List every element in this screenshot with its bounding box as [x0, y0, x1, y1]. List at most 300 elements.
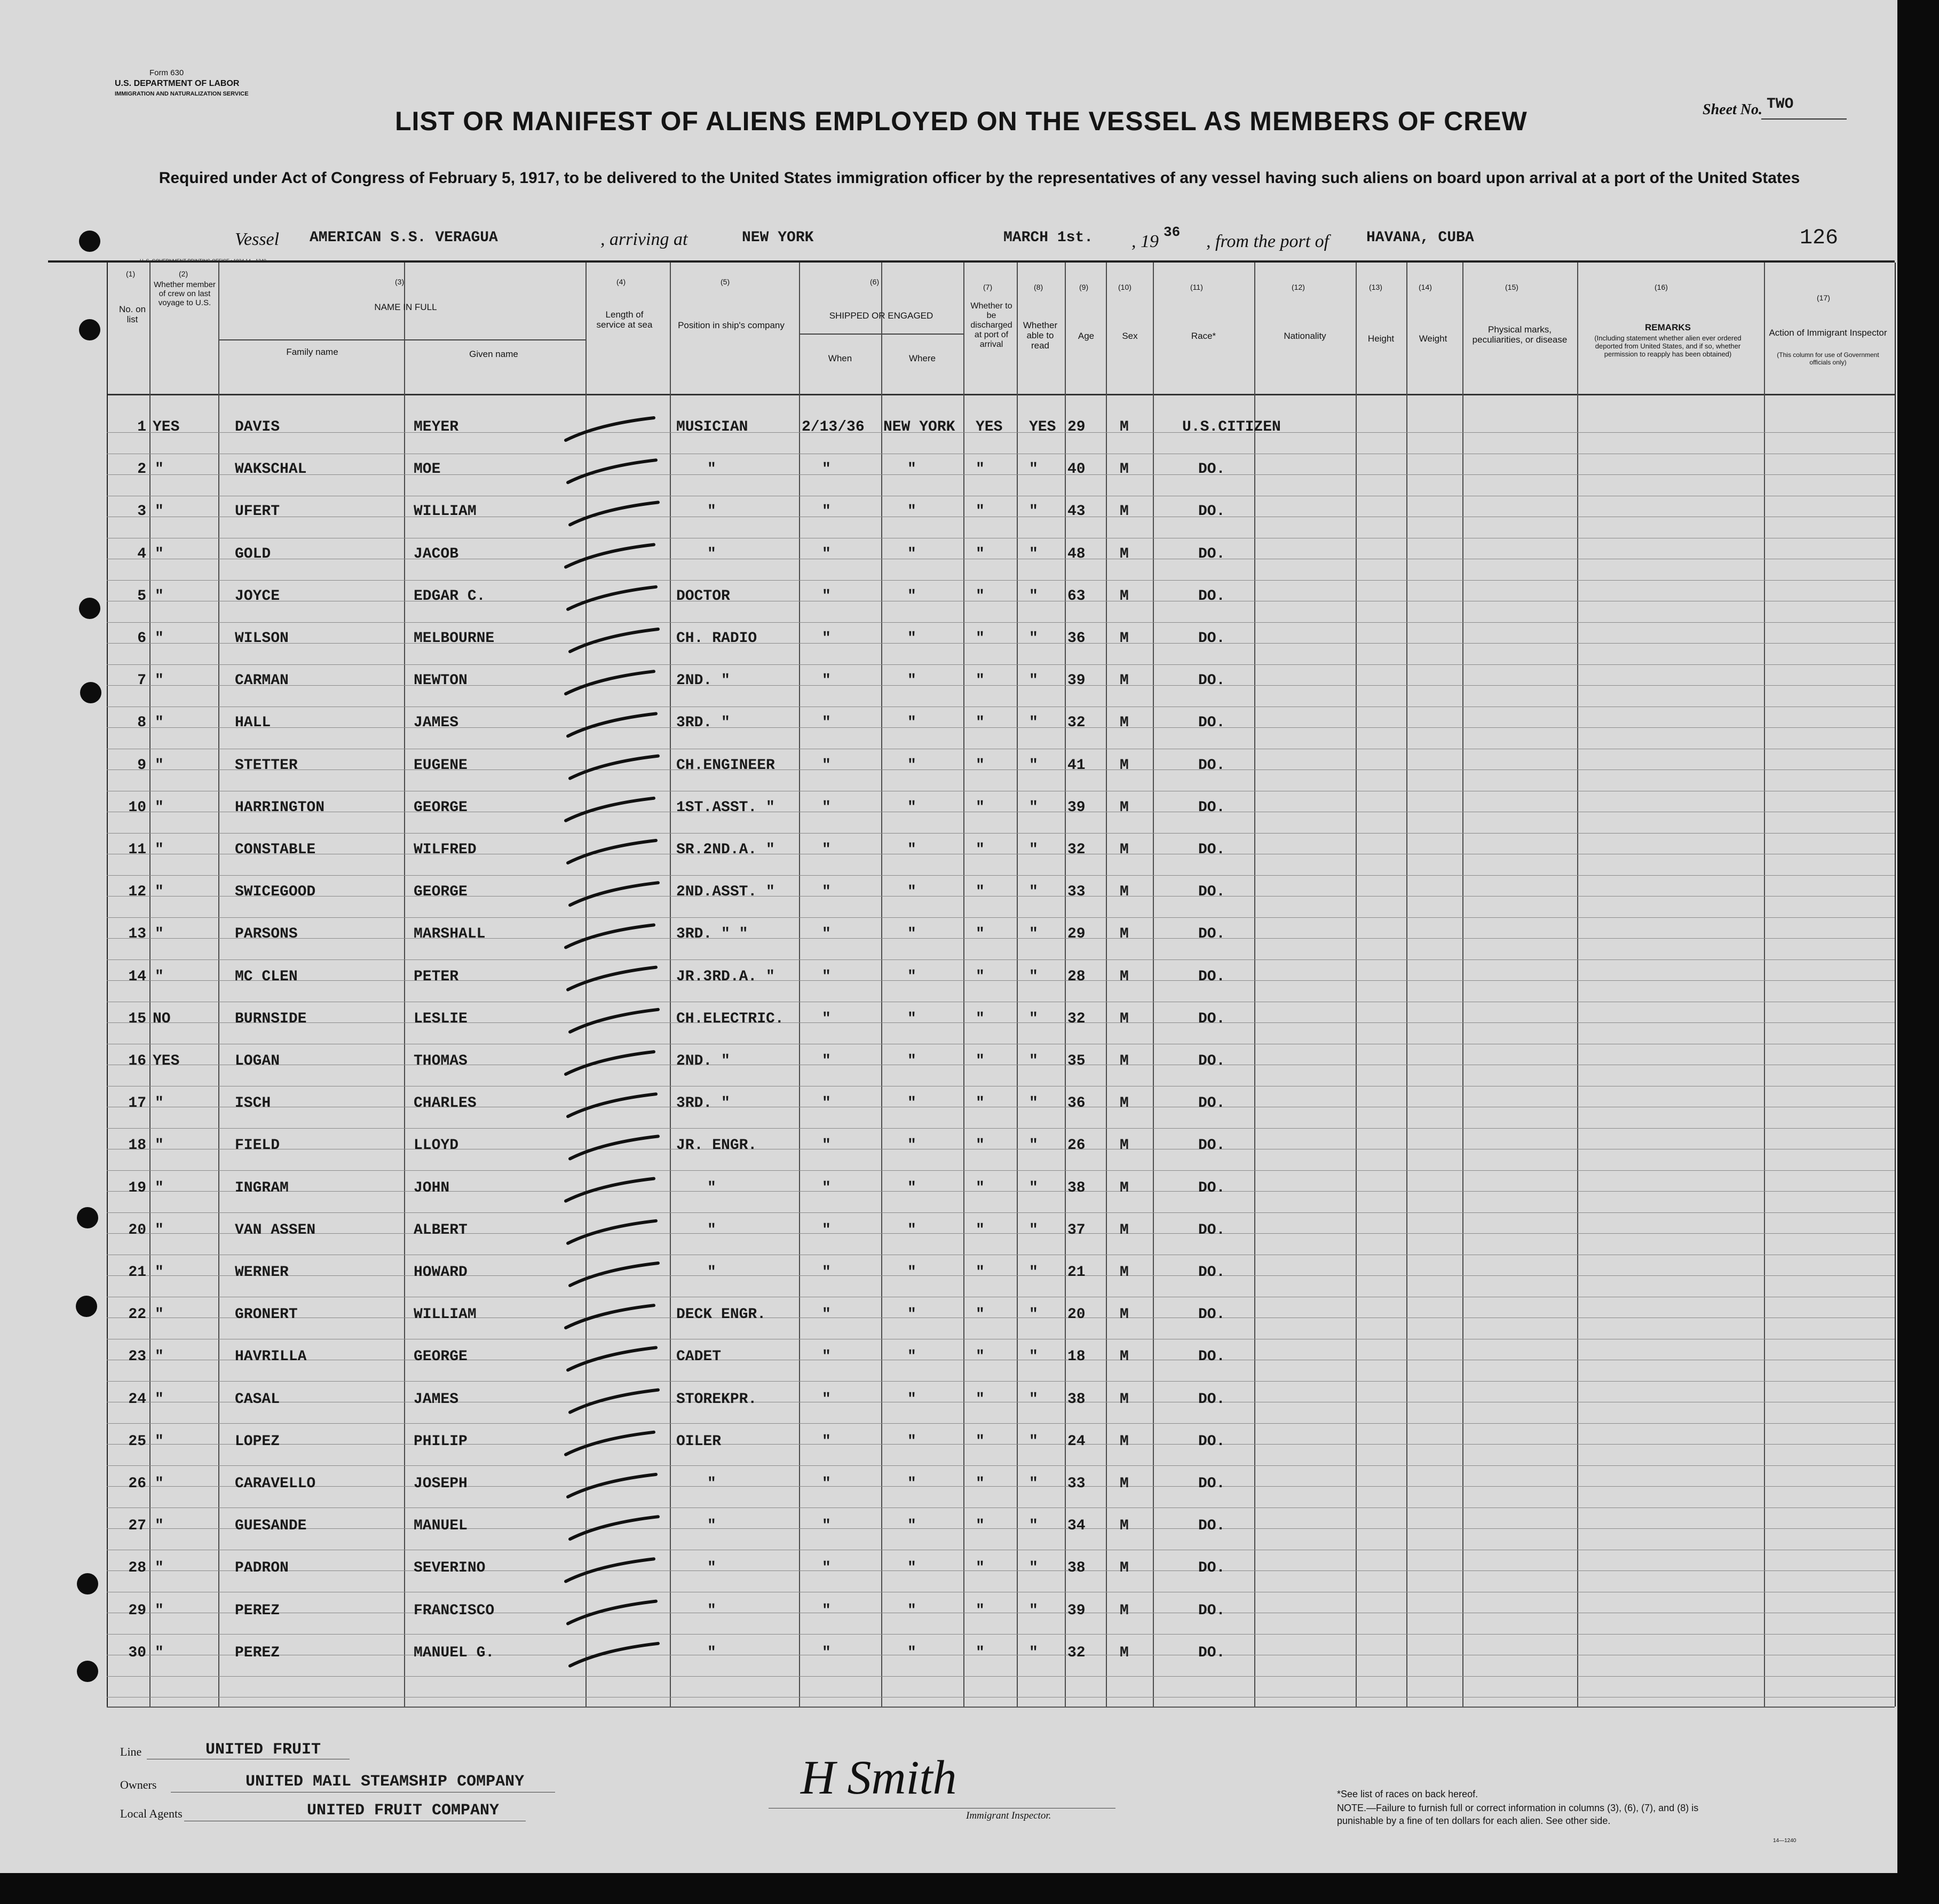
- shipped-where: ": [907, 799, 916, 816]
- row-number: 28: [128, 1560, 146, 1577]
- col2-header: Whether member of crew on last voyage to U.S.: [154, 280, 216, 307]
- shipped-where: ": [907, 884, 916, 901]
- able-to-read: ": [1029, 757, 1038, 774]
- shipped-where: ": [907, 1475, 916, 1492]
- col1-header: No. on list: [118, 304, 146, 324]
- service-length-stroke: [566, 418, 654, 440]
- column-rule: [670, 263, 671, 1707]
- to-be-discharged: ": [976, 1518, 985, 1535]
- given-name: THOMAS: [414, 1053, 468, 1069]
- sex: M: [1120, 1644, 1129, 1661]
- row-number: 5: [137, 588, 146, 605]
- race: DO.: [1198, 1391, 1225, 1408]
- service-length-stroke: [568, 1347, 656, 1370]
- crew-last-voyage: ": [155, 1348, 164, 1366]
- age: 24: [1067, 1433, 1086, 1450]
- race: DO.: [1198, 1306, 1225, 1323]
- position: 1ST.ASST. ": [676, 799, 775, 816]
- row-rule: [107, 980, 1895, 981]
- shipped-when: ": [822, 1306, 831, 1323]
- family-name: JOYCE: [235, 588, 280, 605]
- row-number: 11: [128, 842, 146, 858]
- given-name: MANUEL G.: [414, 1644, 495, 1661]
- row-number: 29: [128, 1602, 146, 1619]
- family-name: DAVIS: [235, 419, 280, 435]
- service-length-stroke: [570, 1010, 658, 1032]
- row-rule: [107, 622, 1895, 623]
- given-name: SEVERINO: [414, 1560, 486, 1577]
- shipped-when: ": [822, 1391, 831, 1408]
- family-name: CARMAN: [235, 672, 289, 689]
- given-name: MARSHALL: [414, 926, 486, 943]
- race: DO.: [1198, 1475, 1225, 1492]
- col13-num: (13): [1369, 283, 1382, 291]
- row-number: 23: [128, 1348, 146, 1366]
- given-name: LLOYD: [414, 1137, 459, 1154]
- row-number: 1: [137, 419, 146, 435]
- given-name: JACOB: [414, 545, 459, 562]
- page-title: LIST OR MANIFEST OF ALIENS EMPLOYED ON THE VESSEL AS MEMBERS OF CREW: [395, 106, 1528, 136]
- crew-last-voyage: ": [155, 884, 164, 901]
- family-name: BURNSIDE: [235, 1010, 307, 1027]
- able-to-read: YES: [1029, 419, 1056, 435]
- age: 48: [1067, 545, 1086, 562]
- to-be-discharged: ": [976, 884, 985, 901]
- to-be-discharged: ": [976, 1095, 985, 1112]
- service-length-stroke: [568, 1094, 656, 1116]
- age: 37: [1067, 1221, 1086, 1239]
- row-number: 24: [128, 1391, 146, 1408]
- able-to-read: ": [1029, 630, 1038, 647]
- column-rule: [149, 263, 151, 1707]
- age: 29: [1067, 926, 1086, 943]
- age: 32: [1067, 842, 1086, 858]
- family-name: GOLD: [235, 545, 271, 562]
- row-number: 4: [137, 545, 146, 562]
- able-to-read: ": [1029, 503, 1038, 520]
- service-length-stroke: [570, 1263, 658, 1286]
- sex: M: [1120, 1179, 1129, 1196]
- crew-last-voyage: ": [155, 715, 164, 732]
- crew-last-voyage: ": [155, 1179, 164, 1196]
- family-name: HAVRILLA: [235, 1348, 307, 1366]
- shipped-where: ": [907, 1095, 916, 1112]
- owners-label: Owners: [120, 1778, 157, 1791]
- age: 33: [1067, 1475, 1086, 1492]
- arriving-label: , arriving at: [600, 229, 688, 249]
- crew-last-voyage: ": [155, 1644, 164, 1661]
- to-be-discharged: ": [976, 672, 985, 689]
- to-be-discharged: ": [976, 1264, 985, 1281]
- position: ": [707, 461, 716, 478]
- where-header: Where: [908, 353, 936, 363]
- age: 38: [1067, 1391, 1086, 1408]
- to-be-discharged: ": [976, 757, 985, 774]
- race: DO.: [1198, 1644, 1225, 1661]
- family-name: WAKSCHAL: [235, 461, 307, 478]
- able-to-read: ": [1029, 588, 1038, 605]
- to-be-discharged: ": [976, 1179, 985, 1196]
- shipped-where: ": [907, 503, 916, 520]
- binder-hole: [79, 319, 100, 340]
- shipped-when: ": [822, 630, 831, 647]
- to-be-discharged: ": [976, 503, 985, 520]
- col15-header: Physical marks, peculiarities, or disease: [1472, 324, 1568, 345]
- to-be-discharged: ": [976, 1010, 985, 1027]
- year-prefix: , 19: [1131, 232, 1159, 251]
- row-number: 27: [128, 1518, 146, 1535]
- from-port: HAVANA, CUBA: [1366, 229, 1474, 246]
- given-name: EUGENE: [414, 757, 468, 774]
- row-rule: [107, 959, 1895, 960]
- to-be-discharged: ": [976, 1137, 985, 1154]
- sex: M: [1120, 757, 1129, 774]
- sex: M: [1120, 842, 1129, 858]
- sex: M: [1120, 968, 1129, 985]
- vessel-name: AMERICAN S.S. VERAGUA: [310, 229, 498, 246]
- position: ": [707, 545, 716, 562]
- service-length-stroke: [568, 713, 656, 736]
- shipped-when: ": [822, 503, 831, 520]
- family-name: LOGAN: [235, 1053, 280, 1069]
- binder-hole: [80, 682, 101, 703]
- col16-header: REMARKS: [1645, 322, 1691, 332]
- col8-header: Whether able to read: [1023, 320, 1058, 351]
- family-name: CONSTABLE: [235, 842, 316, 858]
- crew-last-voyage: ": [155, 588, 164, 605]
- row-number: 26: [128, 1475, 146, 1492]
- shipped-where: ": [907, 926, 916, 943]
- age: 26: [1067, 1137, 1086, 1154]
- sex: M: [1120, 1221, 1129, 1239]
- department-name: U.S. DEPARTMENT OF LABOR: [115, 79, 240, 88]
- given-name: JAMES: [414, 1391, 459, 1408]
- given-name: EDGAR C.: [414, 588, 486, 605]
- column-rule: [585, 263, 587, 1707]
- family-name: LOPEZ: [235, 1433, 280, 1450]
- vessel-label: Vessel: [235, 229, 280, 249]
- sex: M: [1120, 1137, 1129, 1154]
- row-rule: [107, 727, 1895, 728]
- row-rule: [107, 769, 1895, 770]
- shipped-when: ": [822, 1348, 831, 1366]
- shipped-when: ": [822, 1602, 831, 1619]
- position: OILER: [676, 1433, 722, 1450]
- service-length-stroke: [566, 1052, 654, 1074]
- col3-num: (3): [395, 277, 405, 286]
- column-rule: [1065, 263, 1066, 1707]
- given-name: MANUEL: [414, 1518, 468, 1535]
- service-length-stroke: [568, 1474, 656, 1497]
- crew-last-voyage: ": [155, 1475, 164, 1492]
- to-be-discharged: ": [976, 1602, 985, 1619]
- family-name: MC CLEN: [235, 968, 298, 985]
- shipped-when: ": [822, 672, 831, 689]
- service-name: IMMIGRATION AND NATURALIZATION SERVICE: [115, 91, 249, 97]
- to-be-discharged: ": [976, 1053, 985, 1069]
- race: DO.: [1198, 461, 1225, 478]
- crew-last-voyage: ": [155, 757, 164, 774]
- crew-last-voyage: YES: [153, 419, 180, 435]
- age: 29: [1067, 419, 1086, 435]
- sex: M: [1120, 1433, 1129, 1450]
- crew-last-voyage: ": [155, 1095, 164, 1112]
- to-be-discharged: ": [976, 1306, 985, 1323]
- shipped-when: ": [822, 1644, 831, 1661]
- inspector-label: Immigrant Inspector.: [966, 1810, 1051, 1821]
- sex: M: [1120, 715, 1129, 732]
- to-be-discharged: ": [976, 630, 985, 647]
- crew-last-voyage: ": [155, 461, 164, 478]
- shipped-when: ": [822, 715, 831, 732]
- col12-header: Nationality: [1284, 331, 1326, 341]
- service-length-stroke: [568, 967, 656, 990]
- crew-last-voyage: ": [155, 926, 164, 943]
- binder-hole: [79, 231, 100, 252]
- service-length-stroke: [570, 883, 658, 905]
- sex: M: [1120, 1518, 1129, 1535]
- race: DO.: [1198, 1095, 1225, 1112]
- age: 39: [1067, 799, 1086, 816]
- given-name: WILLIAM: [414, 503, 477, 520]
- able-to-read: ": [1029, 672, 1038, 689]
- given-name: PHILIP: [414, 1433, 468, 1450]
- position: CH.ENGINEER: [676, 757, 775, 774]
- able-to-read: ": [1029, 926, 1038, 943]
- sex: M: [1120, 884, 1129, 901]
- row-number: 3: [137, 503, 146, 520]
- crew-last-voyage: ": [155, 1306, 164, 1323]
- col6-num: (6): [870, 277, 880, 286]
- able-to-read: ": [1029, 1391, 1038, 1408]
- given-name-header: Given name: [469, 349, 518, 359]
- col3-header: NAME IN FULL: [374, 302, 437, 312]
- race: DO.: [1198, 1010, 1225, 1027]
- sex: M: [1120, 799, 1129, 816]
- crew-last-voyage: ": [155, 842, 164, 858]
- shipped-where: ": [907, 842, 916, 858]
- col12-num: (12): [1292, 283, 1305, 291]
- row-number: 19: [128, 1179, 146, 1196]
- race: DO.: [1198, 1602, 1225, 1619]
- sex: M: [1120, 1306, 1129, 1323]
- from-port-label: , from the port of: [1206, 232, 1329, 251]
- to-be-discharged: ": [976, 461, 985, 478]
- row-rule: [107, 833, 1895, 834]
- row-number: 13: [128, 926, 146, 943]
- col14-header: Weight: [1419, 334, 1447, 344]
- to-be-discharged: ": [976, 1433, 985, 1450]
- row-rule: [107, 875, 1895, 876]
- position: ": [707, 1644, 716, 1661]
- position: JR.3RD.A. ": [676, 968, 775, 985]
- crew-last-voyage: ": [155, 799, 164, 816]
- race: DO.: [1198, 545, 1225, 562]
- column-rule: [963, 263, 964, 1707]
- col11-header: Race*: [1191, 331, 1216, 341]
- shipped-where: NEW YORK: [883, 419, 955, 435]
- race: DO.: [1198, 588, 1225, 605]
- race: DO.: [1198, 1053, 1225, 1069]
- able-to-read: ": [1029, 1053, 1038, 1069]
- col6-header: SHIPPED OR ENGAGED: [829, 311, 933, 321]
- row-rule: [107, 1212, 1895, 1213]
- sex: M: [1120, 630, 1129, 647]
- given-name: NEWTON: [414, 672, 468, 689]
- shipped-when: ": [822, 1433, 831, 1450]
- row-number: 7: [137, 672, 146, 689]
- col15-num: (15): [1505, 283, 1518, 291]
- row-rule: [107, 1634, 1895, 1635]
- family-name: STETTER: [235, 757, 298, 774]
- age: 18: [1067, 1348, 1086, 1366]
- sex: M: [1120, 1475, 1129, 1492]
- family-name-header: Family name: [286, 347, 338, 357]
- age: 34: [1067, 1518, 1086, 1535]
- row-rule: [107, 1275, 1895, 1276]
- family-name: CARAVELLO: [235, 1475, 316, 1492]
- to-be-discharged: ": [976, 1348, 985, 1366]
- position: ": [707, 503, 716, 520]
- given-name: MEYER: [414, 419, 459, 435]
- row-number: 14: [128, 968, 146, 985]
- col8-num: (8): [1034, 283, 1043, 291]
- sex: M: [1120, 1348, 1129, 1366]
- to-be-discharged: ": [976, 1644, 985, 1661]
- to-be-discharged: ": [976, 1560, 985, 1577]
- sex: M: [1120, 1053, 1129, 1069]
- race: DO.: [1198, 1137, 1225, 1154]
- able-to-read: ": [1029, 1602, 1038, 1619]
- shipped-when: ": [822, 461, 831, 478]
- able-to-read: ": [1029, 799, 1038, 816]
- row-rule: [107, 643, 1895, 644]
- position: ": [707, 1560, 716, 1577]
- service-length-stroke: [568, 587, 656, 609]
- agents-value: UNITED FRUIT COMPANY: [307, 1802, 500, 1820]
- race: DO.: [1198, 757, 1225, 774]
- col17-header: Action of Immigrant Inspector: [1769, 328, 1887, 338]
- shipped-when: ": [822, 1095, 831, 1112]
- service-length-stroke: [566, 671, 654, 694]
- to-be-discharged: ": [976, 926, 985, 943]
- col9-num: (9): [1079, 283, 1089, 291]
- age: 36: [1067, 630, 1086, 647]
- to-be-discharged: ": [976, 799, 985, 816]
- position: ": [707, 1264, 716, 1281]
- row-rule: [107, 1465, 1895, 1466]
- able-to-read: ": [1029, 1010, 1038, 1027]
- col9-header: Age: [1078, 331, 1095, 341]
- shipped-when: ": [822, 545, 831, 562]
- binder-hole: [77, 1661, 98, 1682]
- shipped-when: ": [822, 1137, 831, 1154]
- sex: M: [1120, 1264, 1129, 1281]
- position: DECK ENGR.: [676, 1306, 766, 1323]
- given-name: FRANCISCO: [414, 1602, 495, 1619]
- crew-last-voyage: ": [155, 1221, 164, 1239]
- column-rule: [1356, 263, 1357, 1707]
- shipped-when: ": [822, 1179, 831, 1196]
- family-name: HARRINGTON: [235, 799, 325, 816]
- race: DO.: [1198, 1560, 1225, 1577]
- shipped-where: ": [907, 545, 916, 562]
- shipped-where: ": [907, 588, 916, 605]
- family-name: PEREZ: [235, 1644, 280, 1661]
- age: 38: [1067, 1560, 1086, 1577]
- binder-hole: [76, 1296, 97, 1317]
- column-rule: [1153, 263, 1154, 1707]
- row-number: 2: [137, 461, 146, 478]
- shipped-when: 2/13/36: [802, 419, 865, 435]
- to-be-discharged: ": [976, 1475, 985, 1492]
- position: CADET: [676, 1348, 722, 1366]
- position: JR. ENGR.: [676, 1137, 757, 1154]
- given-name: CHARLES: [414, 1095, 477, 1112]
- age: 20: [1067, 1306, 1086, 1323]
- family-name: HALL: [235, 715, 271, 732]
- position: STOREKPR.: [676, 1391, 757, 1408]
- col2-num: (2): [179, 269, 188, 278]
- shipped-where: ": [907, 672, 916, 689]
- given-name: HOWARD: [414, 1264, 468, 1281]
- position: ": [707, 1475, 716, 1492]
- row-number: 15: [128, 1010, 146, 1027]
- row-number: 25: [128, 1433, 146, 1450]
- row-number: 22: [128, 1306, 146, 1323]
- sex: M: [1120, 588, 1129, 605]
- race: DO.: [1198, 503, 1225, 520]
- service-length-stroke: [566, 545, 654, 567]
- service-length-stroke: [568, 460, 656, 482]
- col10-num: (10): [1118, 283, 1131, 291]
- row-rule: [107, 685, 1895, 686]
- position: CH.ELECTRIC.: [676, 1010, 784, 1027]
- crew-last-voyage: ": [155, 545, 164, 562]
- able-to-read: ": [1029, 1560, 1038, 1577]
- able-to-read: ": [1029, 461, 1038, 478]
- race: DO.: [1198, 968, 1225, 985]
- age: 32: [1067, 1010, 1086, 1027]
- row-rule: [107, 1381, 1895, 1382]
- col1-num: (1): [126, 269, 136, 278]
- position: 3RD. ": [676, 715, 730, 732]
- shipped-when: ": [822, 757, 831, 774]
- col7-header: Whether to be discharged at port of arrival: [970, 302, 1012, 349]
- crew-last-voyage: ": [155, 1602, 164, 1619]
- given-name: GEORGE: [414, 884, 468, 901]
- service-length-stroke: [566, 1432, 654, 1455]
- shipped-where: ": [907, 1306, 916, 1323]
- row-rule: [107, 1170, 1895, 1171]
- given-name: JAMES: [414, 715, 459, 732]
- race: DO.: [1198, 1518, 1225, 1535]
- shipped-where: ": [907, 1644, 916, 1661]
- shipped-when: ": [822, 1264, 831, 1281]
- crew-last-voyage: ": [155, 968, 164, 985]
- sex: M: [1120, 1602, 1129, 1619]
- column-rule: [799, 263, 800, 1707]
- sex: M: [1120, 672, 1129, 689]
- page-number: 126: [1800, 226, 1839, 250]
- to-be-discharged: YES: [976, 419, 1003, 435]
- family-name: WILSON: [235, 630, 289, 647]
- column-rule: [1406, 263, 1407, 1707]
- position: ": [707, 1602, 716, 1619]
- row-rule: [107, 938, 1895, 939]
- able-to-read: ": [1029, 1518, 1038, 1535]
- col7-num: (7): [983, 283, 993, 291]
